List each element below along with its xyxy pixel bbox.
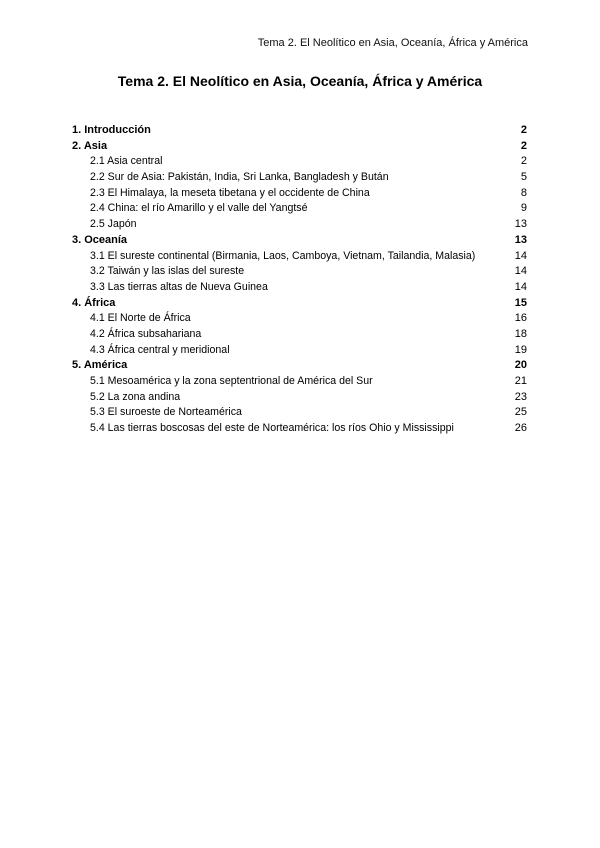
toc-entry-label: 5.4 Las tierras boscosas del este de Norteamérica: los ríos Ohio y Mississippi bbox=[90, 422, 454, 435]
toc-entry-page: 25 bbox=[514, 406, 527, 419]
toc-entry-label: 3.1 El sureste continental (Birmania, Laos, Camboya, Vietnam, Tailandia, Malasia) bbox=[90, 249, 476, 262]
toc-entry-label: 5.2 La zona andina bbox=[90, 390, 181, 403]
toc-entry[interactable] bbox=[72, 358, 527, 374]
toc-entry-page: 13 bbox=[514, 233, 527, 246]
toc-entry[interactable] bbox=[72, 186, 527, 202]
page-title: Tema 2. El Neolítico en Asia, Oceanía, África y América bbox=[117, 73, 483, 89]
toc-entry-page: 23 bbox=[514, 390, 527, 403]
toc-entry[interactable] bbox=[72, 123, 527, 139]
toc-entry-label: 4.3 África central y meridional bbox=[90, 343, 230, 356]
toc-entry-label: 1. Introducción bbox=[72, 124, 151, 136]
toc-entry-page: 18 bbox=[514, 327, 527, 340]
toc-entry[interactable] bbox=[72, 421, 527, 437]
toc-entry-label: 3.2 Taiwán y las islas del sureste bbox=[90, 265, 245, 278]
toc-entry-label: 2.4 China: el río Amarillo y el valle del Yangtsé bbox=[90, 202, 308, 215]
toc-entry-label: 4. África bbox=[72, 296, 116, 309]
toc-entry-page: 8 bbox=[520, 186, 527, 199]
toc-entry[interactable] bbox=[72, 249, 527, 265]
toc-entry-label: 5.3 El suroeste de Norteamérica bbox=[90, 406, 242, 419]
running-header: Tema 2. El Neolítico en Asia, Oceanía, África y América bbox=[257, 37, 528, 49]
toc-entry[interactable] bbox=[72, 374, 527, 390]
toc-entry-page: 21 bbox=[514, 375, 527, 387]
toc-entry[interactable] bbox=[72, 201, 527, 217]
toc-entry-page: 13 bbox=[514, 218, 527, 231]
toc-entry-page: 2 bbox=[520, 155, 527, 168]
toc-entry[interactable] bbox=[72, 405, 527, 421]
toc-entry[interactable] bbox=[72, 217, 527, 233]
toc-entry-page: 14 bbox=[514, 265, 527, 278]
toc-entry-page: 20 bbox=[514, 359, 527, 372]
toc-entry[interactable] bbox=[72, 343, 527, 359]
toc-entry[interactable] bbox=[72, 154, 527, 170]
toc-entry[interactable] bbox=[72, 139, 527, 155]
toc-entry-label: 2.3 El Himalaya, la meseta tibetana y el occidente de China bbox=[90, 186, 370, 199]
toc-entry-page: 5 bbox=[520, 171, 527, 184]
toc-entry-label: 2.2 Sur de Asia: Pakistán, India, Sri Lanka, Bangladesh y Bután bbox=[90, 171, 389, 184]
toc-entry[interactable] bbox=[72, 311, 527, 327]
toc-entry-label: 5. América bbox=[72, 359, 128, 372]
toc-entry[interactable] bbox=[72, 233, 527, 249]
toc-entry-label: 2.1 Asia central bbox=[90, 155, 163, 168]
toc-entry-label: 3.3 Las tierras altas de Nueva Guinea bbox=[90, 280, 268, 293]
toc-entry-label: 4.1 El Norte de África bbox=[90, 312, 191, 325]
toc-entry[interactable] bbox=[72, 170, 527, 186]
toc-entry-page: 15 bbox=[514, 296, 527, 309]
toc-entry[interactable] bbox=[72, 296, 527, 312]
toc-entry-label: 5.1 Mesoamérica y la zona septentrional de América del Sur bbox=[90, 375, 373, 387]
toc-entry-page: 14 bbox=[514, 249, 527, 262]
toc-entry[interactable] bbox=[72, 264, 527, 280]
toc-entry-page: 14 bbox=[514, 280, 527, 293]
toc-entry-page: 16 bbox=[514, 312, 527, 325]
toc-entry[interactable] bbox=[72, 390, 527, 406]
toc-entry-page: 9 bbox=[520, 202, 527, 215]
toc-entry-page: 2 bbox=[520, 124, 527, 136]
toc-entry-page: 19 bbox=[514, 343, 527, 356]
toc-entry-label: 3. Oceanía bbox=[72, 233, 128, 246]
toc-entry-label: 4.2 África subsahariana bbox=[90, 327, 202, 340]
toc-entry-page: 2 bbox=[520, 139, 527, 152]
table-of-contents bbox=[72, 123, 527, 437]
toc-entry-label: 2. Asia bbox=[72, 139, 108, 152]
toc-entry-page: 26 bbox=[514, 422, 527, 435]
toc-entry[interactable] bbox=[72, 280, 527, 296]
toc-entry[interactable] bbox=[72, 327, 527, 343]
toc-entry-label: 2.5 Japón bbox=[90, 218, 137, 231]
